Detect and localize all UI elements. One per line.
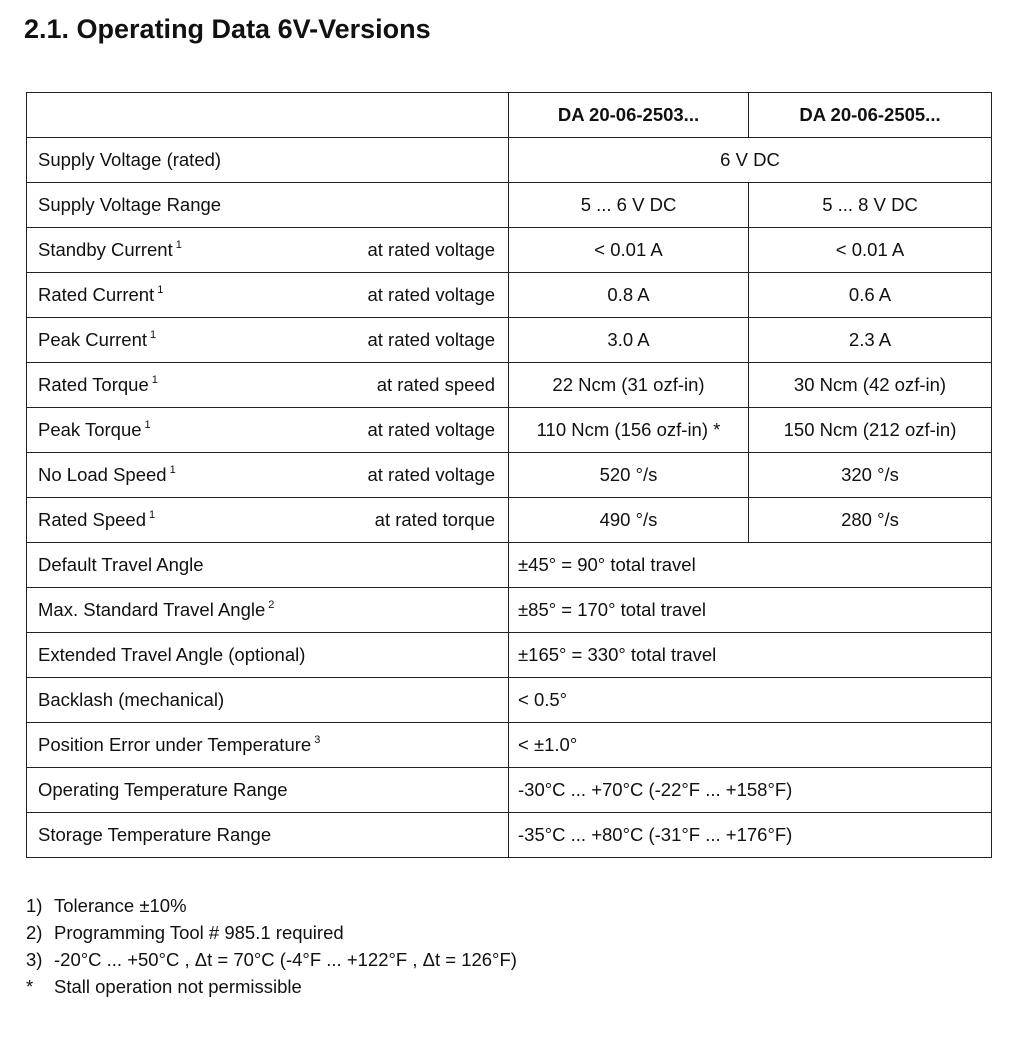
condition-cell [347,543,509,588]
value-cell-merged: < ±1.0° [509,723,992,768]
footnote-text: Stall operation not permissible [54,976,302,997]
footnote-ref: 1 [144,419,151,431]
parameter-label: Rated Torque [38,374,149,395]
parameter-label: Default Travel Angle [38,554,204,575]
condition-cell [347,723,509,768]
condition-cell: at rated speed [347,363,509,408]
parameter-cell [27,138,347,183]
value-cell-2505: 2.3 A [749,318,992,363]
footnote-text: -20°C ... +50°C , Δt = 70°C (-4°F ... +122°F , Δt = 126°F) [54,949,517,970]
table-row [27,228,992,273]
parameter-label: Standby Current [38,239,173,260]
parameter-cell [27,318,347,363]
footnote-ref: 1 [150,329,157,341]
parameter-label: Backlash (mechanical) [38,689,225,710]
value-cell-2505: < 0.01 A [749,228,992,273]
value-cell-2505: 150 Ncm (212 ozf-in) [749,408,992,453]
footnote-text: Tolerance ±10% [54,895,187,916]
value-cell-2505: 280 °/s [749,498,992,543]
footnote-ref: 1 [149,509,156,521]
table-header-row [27,93,992,138]
condition-cell: at rated voltage [347,408,509,453]
footnote-ref: 1 [151,374,158,386]
table-row [27,408,992,453]
table-row [27,318,992,363]
page-title: 2.1. Operating Data 6V-Versions [24,14,431,44]
parameter-cell [27,453,347,498]
condition-cell [347,678,509,723]
value-cell-merged: ±85° = 170° total travel [509,588,992,633]
footnotes [26,892,517,1000]
value-cell-merged: ±45° = 90° total travel [509,543,992,588]
footnote-marker: 1) [26,895,43,916]
value-cell-merged: < 0.5° [509,678,992,723]
parameter-cell [27,633,347,678]
table-row [27,138,992,183]
parameter-cell [27,543,347,588]
footnote-ref: 2 [268,599,275,611]
parameter-cell [27,183,347,228]
value-cell-2505: 0.6 A [749,273,992,318]
column-header-2505: DA 20-06-2505... [749,93,992,138]
condition-cell [347,633,509,678]
parameter-cell [27,363,347,408]
table-row [27,543,992,588]
table-row [27,588,992,633]
value-cell-2503: 3.0 A [509,318,749,363]
parameter-label: Operating Temperature Range [38,779,288,800]
table-row [27,453,992,498]
table-row [27,678,992,723]
parameter-cell [27,678,347,723]
table-row [27,183,992,228]
footnote [26,946,517,973]
condition-cell: at rated voltage [347,453,509,498]
condition-cell [347,768,509,813]
parameter-label: Position Error under Temperature [38,734,312,755]
value-cell-merged: -30°C ... +70°C (-22°F ... +158°F) [509,768,992,813]
value-cell-2503: < 0.01 A [509,228,749,273]
value-cell-2503: 110 Ncm (156 ozf-in) * [509,408,749,453]
parameter-cell [27,408,347,453]
value-cell-merged: ±165° = 330° total travel [509,633,992,678]
value-cell-2503: 5 ... 6 V DC [509,183,749,228]
value-cell-merged: 6 V DC [509,138,992,183]
table-row [27,723,992,768]
parameter-cell [27,813,347,858]
footnote [26,973,517,1000]
footnote-marker: 2) [26,922,43,943]
footnote-ref: 1 [175,239,182,251]
parameter-label: Storage Temperature Range [38,824,272,845]
parameter-label: Rated Speed [38,509,147,530]
footnote [26,892,517,919]
table-row [27,768,992,813]
table-row [27,498,992,543]
parameter-cell [27,588,347,633]
parameter-label: Peak Current [38,329,147,350]
parameter-cell [27,768,347,813]
footnote-ref: 1 [169,464,176,476]
operating-data-table [26,92,992,858]
condition-cell: at rated torque [347,498,509,543]
header-blank-cell [27,93,509,138]
parameter-label: Max. Standard Travel Angle [38,599,266,620]
value-cell-2505: 30 Ncm (42 ozf-in) [749,363,992,408]
condition-cell [347,813,509,858]
parameter-cell [27,723,347,768]
parameter-label: Rated Current [38,284,155,305]
parameter-cell [27,273,347,318]
footnote-marker: 3) [26,949,43,970]
value-cell-2503: 0.8 A [509,273,749,318]
condition-cell [347,183,509,228]
parameter-cell [27,228,347,273]
table-row [27,633,992,678]
table-row [27,813,992,858]
parameter-label: Supply Voltage Range [38,194,222,215]
parameter-label: No Load Speed [38,464,167,485]
condition-cell [347,588,509,633]
condition-cell: at rated voltage [347,273,509,318]
footnote [26,919,517,946]
condition-cell: at rated voltage [347,318,509,363]
value-cell-merged: -35°C ... +80°C (-31°F ... +176°F) [509,813,992,858]
table-row [27,273,992,318]
condition-cell [347,138,509,183]
footnote-ref: 1 [157,284,164,296]
table-row [27,363,992,408]
value-cell-2505: 5 ... 8 V DC [749,183,992,228]
condition-cell: at rated voltage [347,228,509,273]
value-cell-2503: 490 °/s [509,498,749,543]
footnote-marker: * [26,976,34,997]
parameter-label: Supply Voltage (rated) [38,149,222,170]
value-cell-2505: 320 °/s [749,453,992,498]
parameter-cell [27,498,347,543]
parameter-label: Peak Torque [38,419,142,440]
parameter-label: Extended Travel Angle (optional) [38,644,306,665]
footnote-ref: 3 [314,734,321,746]
footnote-text: Programming Tool # 985.1 required [54,922,344,943]
value-cell-2503: 22 Ncm (31 ozf-in) [509,363,749,408]
column-header-2503: DA 20-06-2503... [509,93,749,138]
value-cell-2503: 520 °/s [509,453,749,498]
